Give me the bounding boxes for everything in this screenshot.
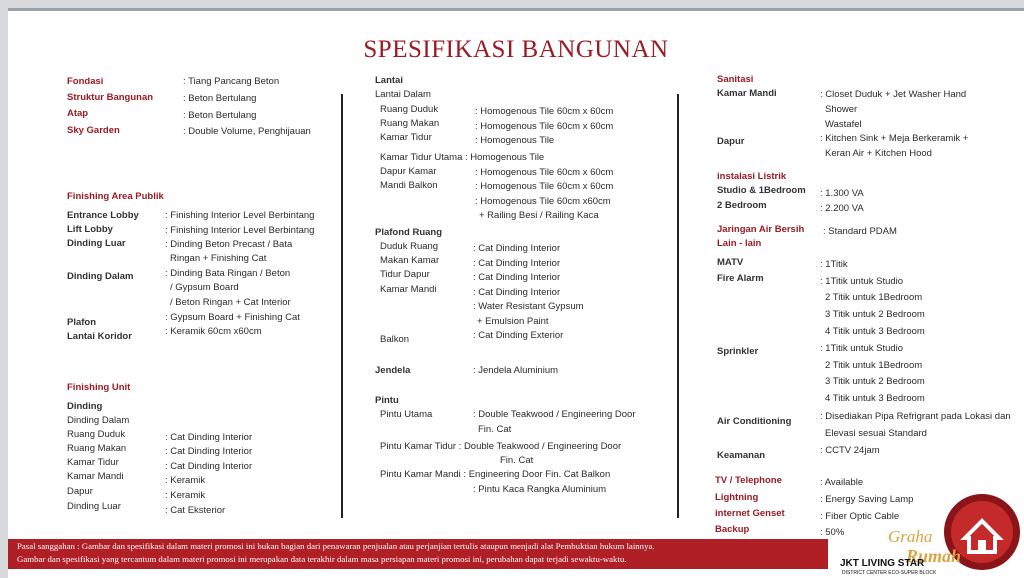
lantai-extra-2: + Railing Besi / Railing Kaca <box>479 210 599 221</box>
lantai-koridor-value: : Keramik 60cm x60cm <box>165 326 262 337</box>
unit-kamar-tidur-value: : Cat Dinding Interior <box>165 461 253 472</box>
struktur-label: Struktur Bangunan <box>67 92 154 103</box>
jendela-label: Jendela <box>375 365 411 376</box>
lift-value: : Finishing Interior Level Berbintang <box>165 225 315 236</box>
plafond-duduk-label: Duduk Ruang <box>380 241 439 252</box>
unit-dinding-luar-value: : Cat Eksterior <box>165 505 226 516</box>
fire-alarm-value-2: 2 Titik untuk 1Bedroom <box>825 292 923 303</box>
lantai-ruang-makan-value: : Homogenous Tile 60cm x 60cm <box>475 121 614 132</box>
air-bersih-heading-2: Lain - lain <box>717 238 762 249</box>
sprinkler-value-3: 3 Titik untuk 2 Bedroom <box>825 376 925 387</box>
matv-value: : 1Titik <box>820 259 848 270</box>
lantai-ruang-makan-label: Ruang Makan <box>380 118 440 129</box>
dinding-dalam-value-1: : Dinding Bata Ringan / Beton <box>165 268 291 279</box>
publik-header: Finishing Area Publik <box>67 191 164 202</box>
plafond-tidur-value: : Cat Dinding Interior <box>473 272 561 283</box>
jkt-logo-sub: DISTRICT CENTER ECO-SUPER BLOCK <box>842 570 937 576</box>
keamanan-value: : CCTV 24jam <box>820 445 880 456</box>
pintu-kamar-tidur-line-1: Pintu Kamar Tidur : Double Teakwood / Engineering Door <box>380 441 622 452</box>
lantai-kamar-tidur-value: : Homogenous Tile <box>475 135 555 146</box>
lightning-label: Lightning <box>715 492 759 503</box>
fire-alarm-value-4: 4 Titik untuk 3 Bedroom <box>825 326 925 337</box>
page-title: SPESIFIKASI BANGUNAN <box>363 36 669 63</box>
dinding-dalam-value-2: / Gypsum Board <box>170 282 239 293</box>
logo-area <box>828 486 1024 578</box>
unit-kamar-mandi-label: Kamar Mandi <box>67 471 124 482</box>
pintu-heading: Pintu <box>375 395 399 406</box>
atap-value: : Beton Bertulang <box>183 110 257 121</box>
san-dapur-value-2: Keran Air + Kitchen Hood <box>825 148 932 159</box>
keamanan-label: Keamanan <box>717 450 766 461</box>
plafond-kamar-mandi-label: Kamar Mandi <box>380 284 437 295</box>
listrik-2bedroom-value: : 2.200 VA <box>820 203 864 214</box>
pintu-kamar-tidur-line-2: Fin. Cat <box>500 455 534 466</box>
lantai-kamar-tidur-label: Kamar Tidur <box>380 132 432 143</box>
backup-label: Backup <box>715 524 750 535</box>
disclaimer-bar <box>8 539 828 569</box>
entrance-label: Entrance Lobby <box>67 210 139 221</box>
lantai-extra-1: : Homogenous Tile 60cm x60cm <box>475 196 611 207</box>
unit-dinding: Dinding <box>67 401 103 412</box>
unit-header: Finishing Unit <box>67 382 131 393</box>
plafond-ruang-heading: Plafond Ruang <box>375 227 443 238</box>
listrik-studio-label: Studio & 1Bedroom <box>717 185 806 196</box>
disclaimer-line-1: Pasal sanggahan : Gambar dan spesifikasi dalam materi promosi ini bukan bagian dari penawaran penjualan atau perjanjian tertulis ataupun menjadi alat Pembuktian hukum lainnya. <box>17 541 655 551</box>
listrik-heading: instalasi Listrik <box>717 171 787 182</box>
lantai-mandi-balkon-value: : Homogenous Tile 60cm x 60cm <box>475 181 614 192</box>
unit-dinding-dalam: Dinding Dalam <box>67 415 130 426</box>
dinding-luar-value-1: : Dinding Beton Precast / Bata <box>165 239 293 250</box>
dinding-dalam-value-3: / Beton Ringan + Cat Interior <box>170 297 291 308</box>
skygarden-label: Sky Garden <box>67 125 120 136</box>
pintu-utama-label: Pintu Utama <box>380 409 433 420</box>
column-divider-2 <box>677 94 679 518</box>
air-bersih-heading-1: Jaringan Air Bersih <box>717 224 805 235</box>
backup-value: : 50% <box>820 527 845 538</box>
internet-label: internet Genset <box>715 508 785 519</box>
san-dapur-value-1: : Kitchen Sink + Meja Berkeramik + <box>820 133 969 144</box>
lightning-value: : Energy Saving Lamp <box>820 494 914 505</box>
unit-kamar-mandi-value: : Keramik <box>165 475 206 486</box>
unit-ruang-duduk-value: : Cat Dinding Interior <box>165 432 253 443</box>
dinding-dalam-label: Dinding Dalam <box>67 271 134 282</box>
pintu-kamar-mandi-line-2: : Pintu Kaca Rangka Aluminium <box>473 484 607 495</box>
column-divider-1 <box>341 94 343 518</box>
plafond-balkon-label: Balkon <box>380 334 410 345</box>
top-rule <box>8 8 1024 11</box>
jendela-value: : Jendela Aluminium <box>473 365 559 376</box>
disclaimer-bar-tip <box>812 539 828 569</box>
sprinkler-label: Sprinkler <box>717 346 759 357</box>
lantai-heading: Lantai <box>375 75 403 86</box>
listrik-2bedroom-label: 2 Bedroom <box>717 200 767 211</box>
spec-page <box>8 8 1024 578</box>
san-dapur-label: Dapur <box>717 136 745 147</box>
san-kamar-mandi-value-1: : Closet Duduk + Jet Washer Hand <box>820 89 967 100</box>
plafond-tidur-label: Tidur Dapur <box>380 269 430 280</box>
internet-value: : Fiber Optic Cable <box>820 511 900 522</box>
fire-alarm-value-1: : 1Titik untuk Studio <box>820 276 904 287</box>
fire-alarm-value-3: 3 Titik untuk 2 Bedroom <box>825 309 925 320</box>
unit-ruang-makan-value: : Cat Dinding Interior <box>165 446 253 457</box>
plafond-balkon-value: : Cat Dinding Exterior <box>473 330 564 341</box>
lantai-ruang-duduk-label: Ruang Duduk <box>380 104 439 115</box>
san-kamar-mandi-label: Kamar Mandi <box>717 88 777 99</box>
ac-label: Air Conditioning <box>717 416 792 427</box>
plafond-makan-value: : Cat Dinding Interior <box>473 258 561 269</box>
brand-graha: Graha <box>888 527 933 546</box>
plafond-duduk-value: : Cat Dinding Interior <box>473 243 561 254</box>
plafond-makan-label: Makan Kamar <box>380 255 440 266</box>
tv-label: TV / Telephone <box>715 475 782 486</box>
lantai-dapur-kamar-value: : Homogenous Tile 60cm x 60cm <box>475 167 614 178</box>
unit-dinding-luar-label: Dinding Luar <box>67 501 121 512</box>
pintu-utama-value-2: Fin. Cat <box>478 424 512 435</box>
struktur-value: : Beton Bertulang <box>183 93 257 104</box>
unit-dapur-label: Dapur <box>67 486 93 497</box>
plafon-label: Plafon <box>67 317 97 328</box>
sprinkler-value-4: 4 Titik untuk 3 Bedroom <box>825 393 925 404</box>
matv-label: MATV <box>717 257 744 268</box>
san-kamar-mandi-value-2: Shower <box>825 104 858 115</box>
fondasi-label: Fondasi <box>67 76 104 87</box>
listrik-studio-value: : 1.300 VA <box>820 188 864 199</box>
air-bersih-value: : Standard PDAM <box>823 226 897 237</box>
sanitasi-heading: Sanitasi <box>717 74 754 85</box>
disclaimer-line-2: Gambar dan spesifikasi yang tercantum dalam materi promosi ini merupakan data terakhir dalam masa persiapan materi promosi ini, perubahan dapat terjadi sewaktu-waktu. <box>17 554 627 564</box>
pintu-kamar-mandi-line-1: Pintu Kamar Mandi : Engineering Door Fin. Cat Balkon <box>380 469 611 480</box>
plafond-water-1: : Water Resistant Gypsum <box>473 301 584 312</box>
plafond-kamar-mandi-value: : Cat Dinding Interior <box>473 287 561 298</box>
unit-dapur-value: : Keramik <box>165 490 206 501</box>
lantai-dalam-heading: Lantai Dalam <box>375 89 431 100</box>
skygarden-value: : Double Volume, Penghijauan <box>183 126 311 137</box>
lantai-koridor-label: Lantai Koridor <box>67 331 132 342</box>
atap-label: Atap <box>67 108 89 119</box>
fire-alarm-label: Fire Alarm <box>717 273 764 284</box>
ac-value-2: Elevasi sesuai Standard <box>825 428 927 439</box>
sprinkler-value-2: 2 Titik untuk 1Bedroom <box>825 360 923 371</box>
plafond-water-2: + Emulsion Paint <box>477 316 549 327</box>
lantai-kamar-tidur-utama: Kamar Tidur Utama : Homogenous Tile <box>380 152 545 163</box>
pintu-utama-value-1: : Double Teakwood / Engineering Door <box>473 409 636 420</box>
dinding-luar-label: Dinding Luar <box>67 238 126 249</box>
entrance-value: : Finishing Interior Level Berbintang <box>165 210 315 221</box>
ac-value-1: : Disediakan Pipa Refrigrant pada Lokasi dan <box>820 411 1011 422</box>
fondasi-value: : Tiang Pancang Beton <box>183 76 280 87</box>
sprinkler-value-1: : 1Titik untuk Studio <box>820 343 904 354</box>
san-kamar-mandi-value-3: Wastafel <box>825 119 862 130</box>
unit-ruang-duduk-label: Ruang Duduk <box>67 429 126 440</box>
dinding-luar-value-2: Ringan + Finishing Cat <box>170 253 267 264</box>
jkt-logo-text: JKT LIVING STAR <box>840 558 925 569</box>
house-door-icon <box>978 540 986 552</box>
plafon-value: : Gypsum Board + Finishing Cat <box>165 312 300 323</box>
brand-rumah: Rumah <box>906 546 962 566</box>
unit-ruang-makan-label: Ruang Makan <box>67 443 127 454</box>
unit-kamar-tidur-label: Kamar Tidur <box>67 457 119 468</box>
lantai-dapur-kamar-label: Dapur Kamar <box>380 166 437 177</box>
tv-value: : Available <box>820 477 864 488</box>
lantai-mandi-balkon-label: Mandi Balkon <box>380 180 438 191</box>
lift-label: Lift Lobby <box>67 224 113 235</box>
lantai-ruang-duduk-value: : Homogenous Tile 60cm x 60cm <box>475 106 614 117</box>
